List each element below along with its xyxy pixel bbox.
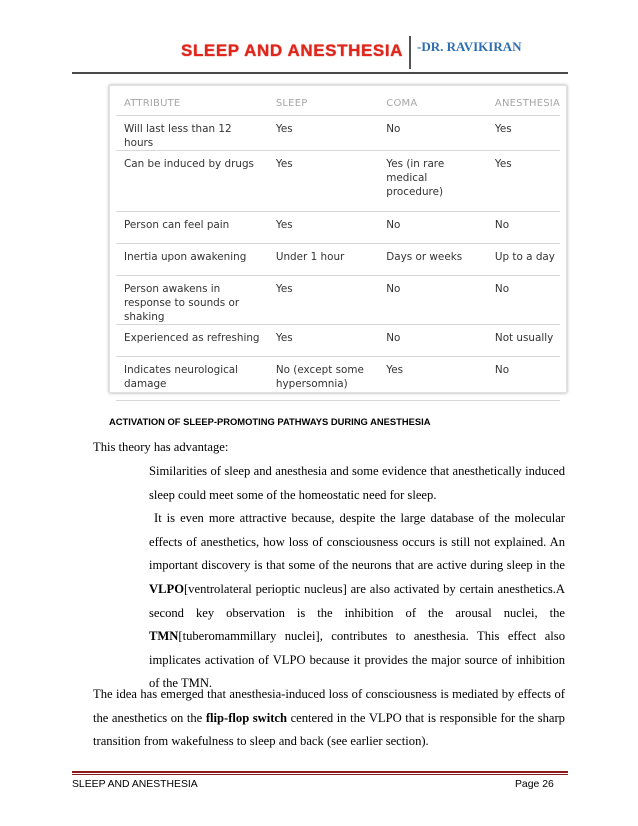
header-title: SLEEP AND ANESTHESIA — [181, 41, 404, 60]
intro-paragraph: This theory has advantage: — [93, 440, 229, 454]
table-cell: Indicates neurological damage — [116, 357, 268, 401]
table-row — [116, 325, 560, 357]
paragraph-similarities: Similarities of sleep and anesthesia and some evidence that anesthetically induced sleep could meet some of the homeostatic need for sleep. — [149, 464, 565, 502]
table-row — [116, 151, 560, 212]
table-cell: No — [378, 212, 487, 244]
table-row — [116, 276, 560, 325]
column-header: COMA — [378, 91, 487, 116]
table-cell: Yes — [268, 212, 378, 244]
table-cell: Yes — [268, 325, 378, 357]
text-run: [ventrolateral perioptic nucleus] are also activated by certain anesthetics.A second key observation is the inhibition of the arousal nuclei, the — [149, 581, 565, 620]
table-cell: Inertia upon awakening — [116, 244, 268, 276]
table-row — [116, 212, 560, 244]
table-row — [116, 116, 560, 151]
table-cell: Will last less than 12 hours — [116, 116, 268, 151]
footer-rule-thin — [72, 774, 568, 775]
table-cell: Yes (in rare medical procedure) — [378, 151, 487, 212]
table-cell: No (except some hypersomnia) — [268, 357, 378, 401]
header-rule — [72, 72, 568, 74]
table-cell: Up to a day — [487, 244, 560, 276]
table-cell: Yes — [268, 116, 378, 151]
bold-term-vlpo: VLPO — [149, 581, 184, 596]
table-cell: Yes — [268, 276, 378, 325]
section-heading: ACTIVATION OF SLEEP-PROMOTING PATHWAYS DURING ANESTHESIA — [109, 416, 431, 427]
table-cell: Experienced as refreshing — [116, 325, 268, 357]
page-header — [72, 32, 568, 72]
conclusion-paragraph — [93, 683, 565, 754]
table-row — [116, 357, 560, 401]
table-cell: Yes — [268, 151, 378, 212]
table-cell: Days or weeks — [378, 244, 487, 276]
page-number — [515, 779, 554, 790]
text-run: It is even more attractive because, despite the large database of the molecular effects of anesthetics, how loss of consciousness occurs is still not explained. An important discovery is that some of the neurons that are active during sleep in the — [149, 511, 566, 573]
column-header: SLEEP — [268, 91, 378, 116]
paragraph-discovery — [149, 507, 565, 696]
comparison-table-figure — [109, 85, 567, 393]
table-cell: No — [487, 212, 560, 244]
table-cell: Not usually — [487, 325, 560, 357]
table-cell: No — [378, 276, 487, 325]
text-run: centered in the VLPO that is responsible for the sharp transition from wakefulness to sleep and back (see earlier section). — [93, 710, 565, 749]
header-author: -DR. RAVIKIRAN — [417, 39, 522, 54]
table-cell: No — [378, 325, 487, 357]
table-header-row — [116, 91, 560, 116]
table-cell: No — [487, 357, 560, 401]
text-run: [tuberomammillary nuclei], contributes to anesthesia. This effect also implicates activation of VLPO because it provides the major source of inhibition of the TMN. — [149, 629, 565, 691]
page-number-value: 26 — [542, 779, 554, 790]
table-cell: Yes — [487, 151, 560, 212]
bold-term-flip-flop: flip-flop switch — [205, 710, 288, 725]
page-label: Page — [515, 779, 540, 790]
table-cell: Yes — [487, 116, 560, 151]
column-header: ANESTHESIA — [487, 91, 560, 116]
table-row — [116, 244, 560, 276]
bold-term-tmn: TMN — [149, 629, 179, 644]
table-cell: Under 1 hour — [268, 244, 378, 276]
table-cell: No — [487, 276, 560, 325]
table-cell: Person awakens in response to sounds or shaking — [116, 276, 268, 325]
indented-paragraphs — [149, 460, 565, 696]
header-separator — [409, 36, 411, 69]
footer-title: SLEEP AND ANESTHESIA — [72, 779, 198, 790]
table-cell: Person can feel pain — [116, 212, 268, 244]
table-cell: No — [378, 116, 487, 151]
table-cell: Yes — [378, 357, 487, 401]
column-header: ATTRIBUTE — [116, 91, 268, 116]
table-cell: Can be induced by drugs — [116, 151, 268, 212]
text-run: The idea has emerged that anesthesia-induced loss of consciousness is mediated by effects of the anesthetics on the — [93, 687, 565, 725]
comparison-table — [116, 91, 560, 401]
footer-rule — [72, 771, 568, 773]
